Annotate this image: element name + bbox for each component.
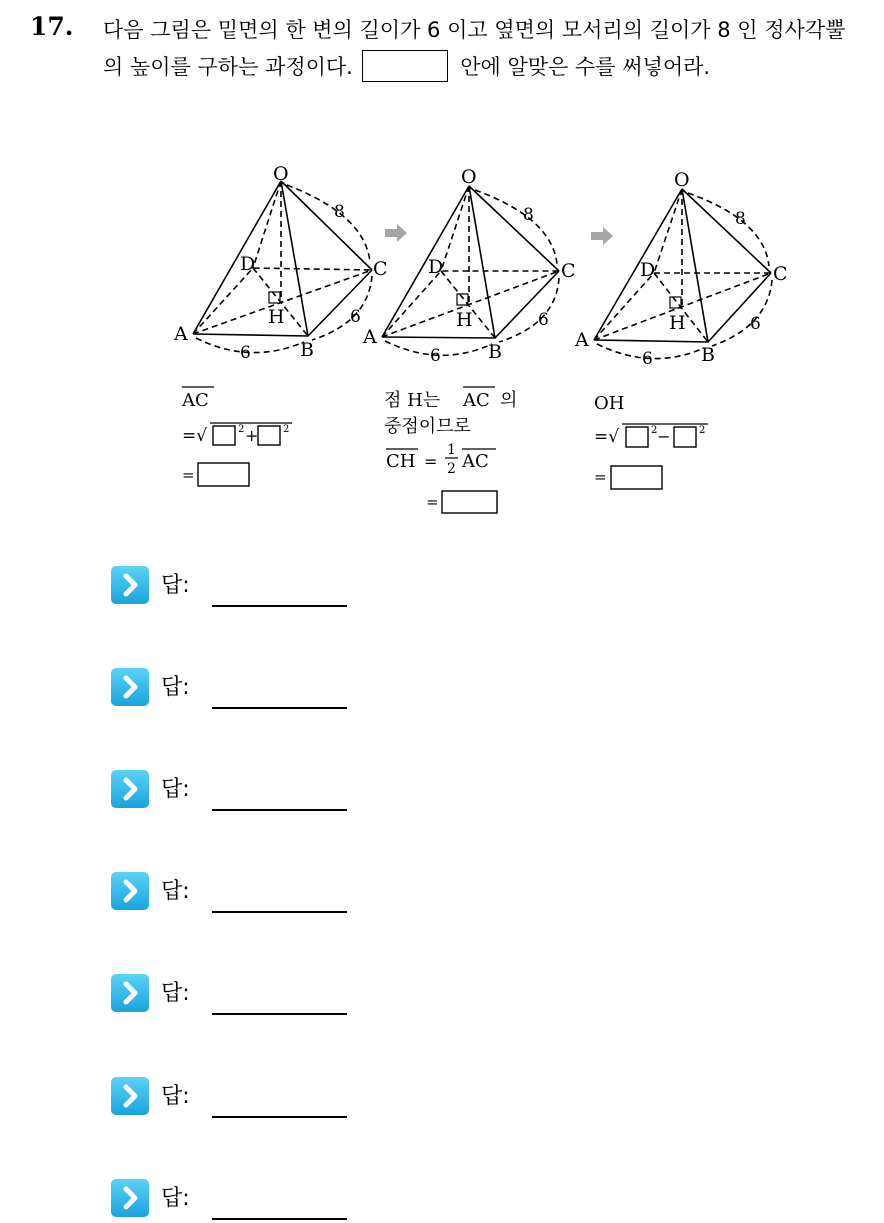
- edge-label-8: 8: [334, 202, 345, 222]
- question-text: [103, 12, 863, 86]
- step-1: [181, 387, 292, 486]
- answer-input-line[interactable]: [212, 1012, 347, 1015]
- exponent: 2: [283, 424, 290, 435]
- vertex-c-label: C: [561, 260, 576, 282]
- step2-ch: CH: [386, 451, 416, 472]
- vertex-a-label: A: [174, 323, 188, 345]
- step2-segment: AC: [463, 390, 490, 411]
- step1-heading: AC: [182, 390, 209, 411]
- pyramid-3: [594, 189, 772, 359]
- blank-box: [362, 50, 448, 82]
- answer-label: 답:: [161, 1186, 190, 1211]
- blank-box: [442, 491, 497, 513]
- arrow-icon: [591, 227, 613, 245]
- vertex-d-label: D: [240, 253, 256, 275]
- blank-box: [198, 463, 249, 486]
- chevron-right-icon: [111, 770, 149, 808]
- answer-input-line[interactable]: [212, 808, 347, 811]
- step-3: [594, 393, 708, 489]
- step2-ac: AC: [462, 451, 489, 472]
- answer-label: 답:: [161, 879, 190, 904]
- pyramid-1: [193, 181, 372, 353]
- answer-label: 답:: [161, 1084, 190, 1109]
- answer-input-line[interactable]: [212, 604, 347, 607]
- blank-box: [213, 426, 235, 445]
- edge-label-6: 6: [538, 310, 549, 330]
- edge-label-6: 6: [240, 343, 251, 363]
- edge-label-8: 8: [735, 209, 746, 229]
- vertex-o-label: O: [273, 163, 289, 185]
- vertex-d-label: D: [428, 256, 444, 278]
- exponent: 2: [699, 425, 706, 436]
- answer-input-line[interactable]: [212, 910, 347, 913]
- edge-label-6: 6: [642, 349, 653, 369]
- answer-input-line[interactable]: [212, 1115, 347, 1118]
- step2-suffix: 의: [500, 390, 518, 411]
- edge-label-6: 6: [430, 346, 441, 366]
- chevron-right-icon: [111, 566, 149, 604]
- step2-line1: 점 H는: [384, 390, 441, 411]
- vertex-h-label: H: [268, 306, 285, 328]
- vertex-d-label: D: [640, 259, 656, 281]
- vertex-h-label: H: [456, 309, 473, 331]
- equals-sign: =: [426, 493, 439, 511]
- vertex-b-label: B: [488, 341, 502, 363]
- exponent: 2: [238, 424, 245, 435]
- pyramid-2: [382, 186, 559, 355]
- vertex-c-label: C: [373, 258, 388, 280]
- equals-sign: =: [594, 468, 607, 486]
- step3-heading: OH: [594, 393, 625, 414]
- equals-sign: =: [182, 466, 195, 484]
- blank-box: [626, 427, 648, 447]
- answer-label: 답:: [161, 573, 190, 598]
- vertex-o-label: O: [674, 169, 690, 191]
- exponent: 2: [651, 425, 658, 436]
- step2-line2: 중점이므로: [384, 416, 471, 437]
- answer-input-line[interactable]: [212, 706, 347, 709]
- plus-sign: +: [245, 426, 259, 445]
- vertex-b-label: B: [701, 344, 715, 366]
- step3-sqrt: =√: [594, 427, 620, 447]
- chevron-right-icon: [111, 1077, 149, 1115]
- step1-sqrt: =√: [182, 426, 208, 446]
- answer-input-line[interactable]: [212, 1217, 347, 1220]
- minus-sign: −: [657, 427, 671, 446]
- vertex-c-label: C: [773, 263, 788, 285]
- answer-label: 답:: [161, 981, 190, 1006]
- vertex-b-label: B: [300, 339, 314, 361]
- chevron-right-icon: [111, 668, 149, 706]
- arrow-icon: [385, 224, 407, 242]
- fraction-denominator: 2: [447, 461, 456, 477]
- edge-label-6: 6: [750, 314, 761, 334]
- vertex-o-label: O: [461, 166, 477, 188]
- edge-label-6: 6: [350, 307, 361, 327]
- blank-box: [258, 426, 280, 445]
- fraction-numerator: 1: [447, 442, 456, 458]
- vertex-a-label: A: [575, 329, 589, 351]
- question-text-part1: 다음 그림은 밑면의 한 변의 길이가 6 이고 옆면의 모서리의 길이가 8 인 정사각뿔의 높이를 구하는 과정이다.: [103, 18, 846, 79]
- step-2: [384, 387, 517, 513]
- question-number: 17.: [30, 12, 74, 41]
- blank-box: [674, 427, 696, 447]
- chevron-right-icon: [111, 974, 149, 1012]
- question-text-part2: 안에 알맞은 수를 써넣어라.: [460, 55, 711, 79]
- vertex-a-label: A: [363, 326, 377, 348]
- chevron-right-icon: [111, 872, 149, 910]
- answer-label: 답:: [161, 777, 190, 802]
- edge-label-8: 8: [523, 205, 534, 225]
- vertex-h-label: H: [669, 312, 686, 334]
- chevron-right-icon: [111, 1179, 149, 1217]
- equals-sign: =: [424, 452, 438, 471]
- blank-box: [611, 466, 662, 489]
- answer-label: 답:: [161, 675, 190, 700]
